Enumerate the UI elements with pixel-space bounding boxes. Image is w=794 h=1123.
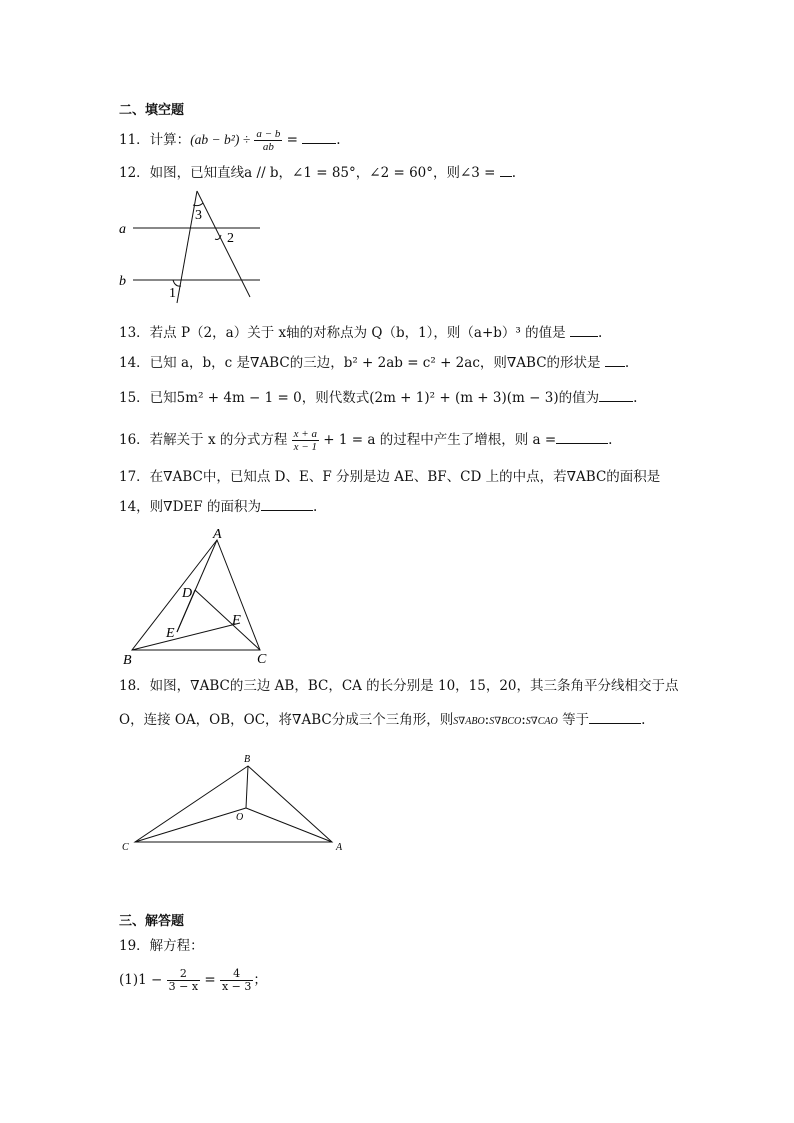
q15-text: 15．已知5m² + 4m − 1 = 0，则代数式(2m + 1)² + (m + 3)(m − 3)的值为: [119, 390, 600, 406]
label-angle-3: 3: [195, 208, 202, 223]
q19-p1-prefix: (1)1 −: [119, 972, 163, 988]
question-17-line2: [119, 497, 317, 517]
figure-parallel-lines: [115, 185, 275, 305]
q18-answer-blank[interactable]: [589, 711, 641, 724]
figure-angle-bisectors: [115, 750, 355, 855]
segment-oc: [135, 808, 246, 842]
question-17-line1: 17．在∇ABC中，已知点 D、E、F 分别是边 AE、BF、CD 上的中点，若∇ABC的面积是: [119, 469, 661, 485]
q16-prefix: 16．若解关于 x 的分式方程: [119, 432, 288, 448]
segment-cd: [195, 590, 260, 650]
q11-numerator: a − b: [256, 128, 281, 140]
q16-answer-blank[interactable]: [556, 431, 608, 444]
section-title-fill-in: 二、填空题: [119, 103, 185, 118]
label-angle-1: 1: [169, 286, 176, 301]
segment-bf: [132, 623, 240, 650]
transversal-right: [197, 191, 250, 297]
q12-end: .: [511, 165, 517, 181]
q18-area-cao: S∇CAO: [525, 716, 558, 727]
q19-fraction-2: [220, 968, 253, 993]
q18-area-abo: S∇ABO: [453, 716, 485, 727]
q18-end: .: [641, 712, 646, 728]
question-18-line2: O，连接 OA，OB，OC，将∇ABC分成三个三角形，则S∇ABO:S∇BCO:S∇CAO 等于 .: [119, 712, 646, 728]
question-14: [119, 353, 629, 373]
q11-expr: (ab − b²) ÷: [190, 132, 251, 147]
angle2-arc: [215, 235, 221, 240]
question-13: [119, 323, 602, 343]
q16-text: + 1 = a 的过程中产生了增根，则 a =: [323, 432, 557, 448]
figure-triangle-def: [115, 525, 285, 670]
q19-den-1: 3 − x: [168, 980, 199, 993]
q16-denominator: x − 1: [293, 441, 317, 453]
q18-tail: 等于: [562, 712, 590, 728]
label-D: D: [182, 586, 193, 601]
question-18-line1: 18．如图，∇ABC的三边 AB，BC，CA 的长分别是 10，15，20，其三条角平分线相交于点: [119, 678, 679, 694]
q19-fraction-1: [167, 968, 200, 993]
q19-num-2: 4: [220, 968, 253, 981]
q11-equals: =: [286, 132, 298, 148]
label-O: O: [236, 812, 244, 823]
q18-text: O，连接 OA，OB，OC，将∇ABC分成三个三角形，则: [119, 712, 454, 728]
question-16: [119, 428, 612, 453]
q11-denominator: ab: [262, 141, 274, 153]
question-11: [119, 128, 341, 153]
label-b: b: [119, 274, 126, 289]
label-a: a: [119, 222, 126, 237]
label-C: C: [122, 842, 129, 853]
q19-equals: =: [204, 972, 216, 988]
q11-fraction: [254, 128, 282, 153]
label-F: F: [232, 613, 241, 628]
q11-answer-blank[interactable]: [302, 131, 336, 144]
label-C: C: [257, 652, 267, 667]
segment-ob: [246, 766, 248, 808]
q17-answer-blank[interactable]: [261, 498, 313, 511]
label-A: A: [336, 842, 343, 853]
label-angle-2: 2: [227, 231, 234, 246]
section-title-solve: 三、解答题: [119, 914, 185, 929]
q11-prefix: 11．计算：: [119, 132, 191, 148]
q17-end: .: [312, 499, 318, 515]
label-A: A: [213, 527, 222, 542]
question-19: 19．解方程：: [119, 938, 204, 954]
q14-answer-blank[interactable]: [605, 354, 625, 367]
q13-answer-blank[interactable]: [570, 324, 598, 337]
q14-text: 14．已知 a，b，c 是∇ABC的三边，b² + 2ab = c² + 2ac，则∇ABC的形状是: [119, 355, 601, 371]
q17-text: 14，则∇DEF 的面积为: [119, 499, 261, 515]
q19-den-2: x − 3: [221, 980, 252, 993]
question-19-part1: [119, 968, 267, 993]
q16-numerator: x + a: [293, 428, 317, 440]
question-15: [119, 388, 637, 408]
label-B: B: [123, 653, 132, 668]
q12-text: 12．如图，已知直线a // b，∠1 = 85°，∠2 = 60°，则∠3 =: [119, 165, 496, 181]
q16-end: .: [608, 432, 613, 448]
q16-fraction: [292, 428, 319, 453]
question-12: [119, 163, 516, 183]
q11-end: .: [336, 132, 341, 148]
q18-area-bco: S∇BCO: [489, 716, 522, 727]
q19-num-1: 2: [167, 968, 200, 981]
q19-p1-end: ；: [253, 972, 267, 988]
q15-end: .: [633, 390, 638, 406]
q13-end: .: [597, 325, 603, 341]
segment-oa: [246, 808, 332, 842]
label-B: B: [244, 754, 251, 765]
q14-end: .: [624, 355, 630, 371]
q13-text: 13．若点 P（2，a）关于 x轴的对称点为 Q（b，1），则（a+b）³ 的值是: [119, 325, 566, 341]
q12-answer-blank[interactable]: [500, 164, 512, 177]
label-E: E: [166, 626, 175, 641]
q15-answer-blank[interactable]: [599, 389, 633, 402]
